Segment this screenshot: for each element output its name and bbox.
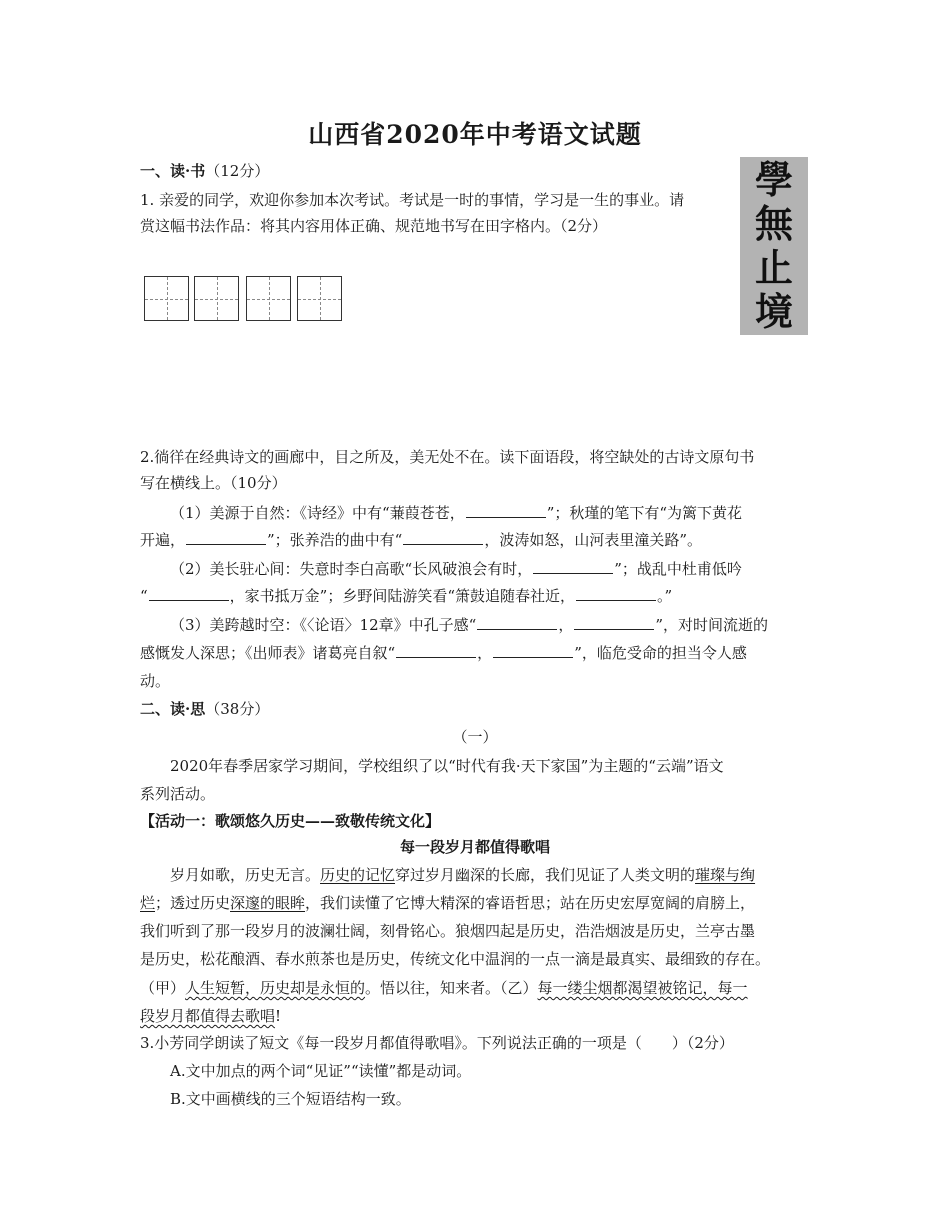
text-run: 感慨发人深思；《出师表》诸葛亮自叙“	[140, 644, 396, 662]
underlined-phrase: 深邃的眼眸	[230, 894, 306, 912]
underlined-phrase: 历史的记忆	[320, 866, 396, 884]
q2-part1-line-1	[170, 503, 742, 523]
answer-blank[interactable]	[149, 586, 229, 601]
q2-part3-line-1	[170, 615, 768, 635]
text-run: ，	[558, 616, 574, 634]
q2-part3-line-3: 动。	[140, 672, 171, 690]
text-run: （1）美源于自然：《诗经》中有“蒹葭苍苍，	[170, 504, 465, 522]
text-run: （甲）	[140, 979, 186, 997]
text-run: ；透过历史	[155, 894, 231, 912]
answer-blank[interactable]	[466, 503, 546, 518]
part-one-label: （一）	[452, 728, 498, 746]
section-2-score: （38分）	[205, 700, 270, 718]
text-run: 开遍，	[140, 531, 186, 549]
q2-part1-line-2	[140, 530, 702, 550]
calligraphy-char-3: 止	[754, 245, 793, 290]
tian-grid-cell-4[interactable]	[297, 276, 342, 321]
page-title: 山西省2020年中考语文试题	[308, 120, 642, 149]
section-1-score: （12分）	[205, 162, 270, 180]
section-2-heading	[140, 699, 269, 719]
q1-line-1: 1. 亲爱的同学，欢迎你参加本次考试。考试是一时的事情，学习是一生的事业。请	[140, 191, 685, 209]
text-run: “	[140, 587, 148, 605]
wavy-underlined-sentence: 段岁月都值得去歌唱	[140, 1007, 276, 1025]
q3-option-a[interactable]: A.文中加点的两个词“见证”“读懂”都是动词。	[170, 1062, 472, 1080]
text-run: 。悟以往，知来者。（乙）	[365, 979, 538, 997]
text-run: ”，临危受命的担当令人感	[574, 644, 747, 662]
q3-option-b[interactable]: B.文中画横线的三个短语结构一致。	[170, 1090, 411, 1108]
wavy-underlined-sentence: 人生短暂，历史却是永恒的	[185, 979, 366, 997]
essay-title: 每一段岁月都值得歌唱	[399, 838, 550, 856]
intro-line-2: 系列活动。	[140, 785, 216, 803]
tian-grid-cell-3[interactable]	[246, 276, 291, 321]
intro-line-1: 2020年春季居家学习期间，学校组织了以“时代有我·天下家国”为主题的“云端”语文	[170, 757, 724, 775]
answer-blank[interactable]	[396, 643, 476, 658]
underlined-phrase: 烂	[140, 894, 156, 912]
q2-line-2: 写在横线上。（10分）	[140, 474, 287, 492]
text-run: ，波涛如怒，山河表里潼关路”。	[484, 531, 703, 549]
tian-grid-cell-2[interactable]	[194, 276, 239, 321]
answer-blank[interactable]	[533, 559, 613, 574]
text-run: ”；张养浩的曲中有“	[267, 531, 403, 549]
answer-blank[interactable]	[477, 615, 557, 630]
q3-stem: 3.小芳同学朗读了短文《每一段岁月都值得歌唱》。下列说法正确的一项是（ ）（2分）	[140, 1034, 734, 1052]
answer-blank[interactable]	[493, 643, 573, 658]
essay-line-6	[140, 1006, 281, 1026]
calligraphy-char-1: 學	[754, 157, 793, 202]
essay-line-4: 是历史，松花酿酒、春水煎茶也是历史，传统文化中温润的一点一滴是最真实、最细致的存在。	[140, 950, 771, 968]
wavy-underlined-sentence: 每一缕尘烟都渴望被铭记，每一	[537, 979, 748, 997]
answer-blank[interactable]	[574, 615, 654, 630]
tian-grid-cell-1[interactable]	[144, 276, 189, 321]
essay-line-3: 我们听到了那一段岁月的波澜壮阔，刻骨铭心。狼烟四起是历史，浩浩烟波是历史，兰亭古墨	[140, 922, 756, 940]
text-run: （3）美跨越时空：《〈论语〉12章》中孔子感“	[170, 616, 477, 634]
text-run: （2）美长驻心间：失意时李白高歌“长风破浪会有时，	[170, 560, 533, 578]
text-run: ”，对时间流逝的	[655, 616, 768, 634]
calligraphy-char-4: 境	[754, 289, 793, 334]
text-run: 。”	[657, 587, 673, 605]
text-run: 穿过岁月幽深的长廊，我们见证了人类文明的	[395, 866, 696, 884]
answer-blank[interactable]	[576, 586, 656, 601]
q2-line-1: 2.徜徉在经典诗文的画廊中，目之所及，美无处不在。读下面语段，将空缺处的古诗文原句书	[140, 448, 755, 466]
essay-line-1	[170, 865, 755, 885]
text-run: ”；秋瑾的笔下有“为篱下黄花	[546, 504, 743, 522]
essay-line-5	[140, 978, 748, 998]
essay-line-2	[140, 893, 755, 913]
section-1-heading	[140, 161, 269, 181]
text-run: ，我们读懂了它博大精深的睿语哲思；站在历史宏厚宽阔的肩膀上，	[305, 894, 756, 912]
answer-blank[interactable]	[403, 530, 483, 545]
q2-part3-line-2	[140, 643, 747, 663]
activity-1-heading: 【活动一：歌颂悠久历史——致敬传统文化】	[140, 812, 441, 830]
q2-part2-line-1	[170, 559, 742, 579]
text-run: ，家书抵万金”；乡野间陆游笑看“箫鼓追随春社近，	[229, 587, 576, 605]
calligraphy-char-2: 無	[754, 201, 793, 246]
text-run: !	[275, 1007, 282, 1025]
answer-blank[interactable]	[186, 530, 266, 545]
section-1-title: 一、读·书	[140, 162, 206, 180]
text-run: ”；战乱中杜甫低吟	[614, 560, 742, 578]
section-2-title: 二、读·思	[140, 700, 206, 718]
underlined-phrase: 璀璨与绚	[695, 866, 756, 884]
text-run: ，	[477, 644, 493, 662]
q1-line-2: 赏这幅书法作品：将其内容用体正确、规范地书写在田字格内。（2分）	[140, 217, 608, 235]
calligraphy-artwork	[740, 157, 808, 335]
q2-part2-line-2	[140, 586, 672, 606]
text-run: 岁月如歌，历史无言。	[170, 866, 321, 884]
